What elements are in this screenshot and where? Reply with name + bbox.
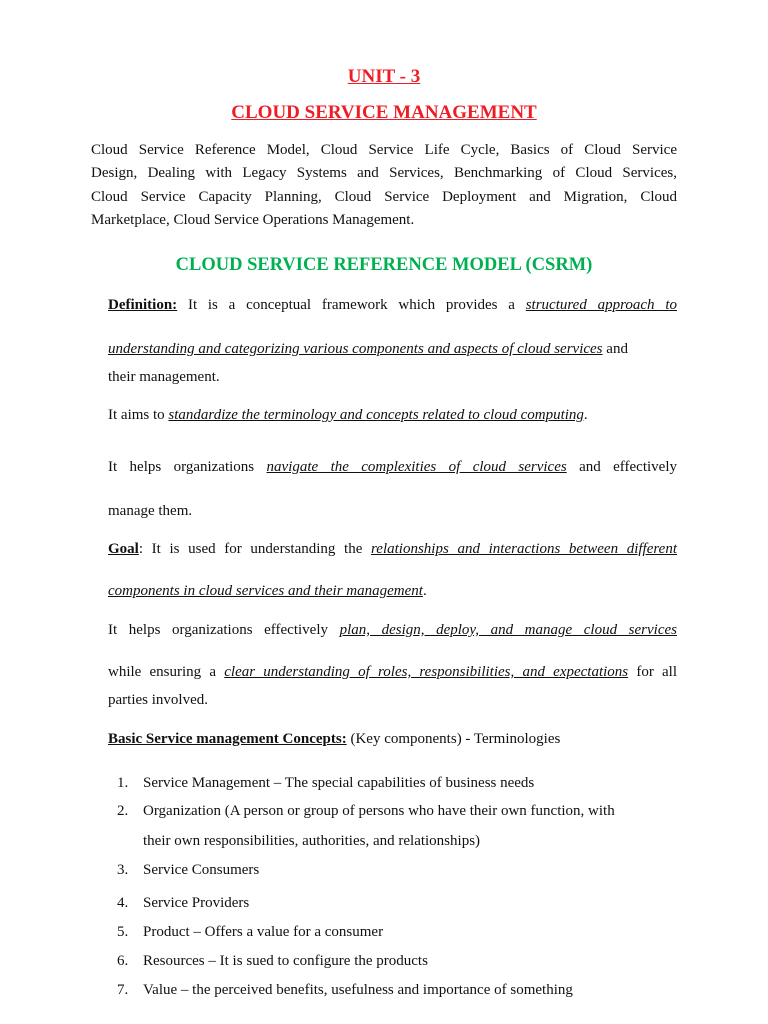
definition-text: their management. [108, 369, 220, 385]
topics-paragraph [91, 139, 677, 232]
unit-heading: UNIT - 3 [347, 66, 421, 87]
helps-line-1 [108, 459, 677, 476]
helps2-text: parties involved. [108, 692, 208, 708]
definition-line-2 [108, 341, 677, 358]
goal-line-1 [108, 541, 677, 558]
goal-line-2 [108, 583, 677, 600]
definition-text: and [602, 341, 628, 357]
helps-text: manage them. [108, 503, 193, 519]
list-text: Service Consumers [143, 862, 260, 878]
list-text: Resources – It is sued to configure the products [143, 953, 428, 969]
list-text: Organization (A person or group of persons who have their own function, with [143, 803, 615, 819]
list-text: Product – Offers a value for a consumer [143, 924, 384, 940]
list-text: Service Management – The special capabilities of business needs [143, 775, 535, 791]
helps-line-2 [108, 503, 677, 520]
aim-text: It aims to [108, 407, 169, 423]
list-number: 3. [117, 862, 129, 878]
goal-text: : It is used for understanding the [138, 541, 372, 557]
list-number: 2. [117, 803, 129, 819]
helps2-line-2 [108, 664, 677, 681]
list-text: Value – the perceived benefits, usefulness and importance of something [143, 982, 573, 998]
helps2-emphasis: clear understanding of roles, responsibilities, and expectations [224, 664, 629, 680]
definition-emphasis: structured approach to [525, 297, 677, 313]
section-heading: CLOUD SERVICE REFERENCE MODEL (CSRM) [175, 255, 593, 275]
goal-text: . [422, 583, 427, 599]
definition-text: It is a conceptual framework which provides a [177, 297, 526, 313]
aim-text: . [583, 407, 588, 423]
aim-line [108, 407, 677, 424]
goal-emphasis: components in cloud services and their management [108, 583, 423, 599]
helps-text: It helps organizations [108, 459, 267, 475]
helps2-text: It helps organizations effectively [108, 622, 340, 638]
goal-label: Goal [108, 541, 139, 557]
helps2-line-1 [108, 622, 677, 639]
helps2-emphasis: plan, design, deploy, and manage cloud services [339, 622, 677, 638]
list-number: 1. [117, 775, 129, 791]
definition-line-3 [108, 369, 677, 386]
list-text: their own responsibilities, authorities, and relationships) [143, 833, 481, 849]
page-title: CLOUD SERVICE MANAGEMENT [231, 102, 537, 123]
goal-emphasis: relationships and interactions between different [371, 541, 677, 557]
helps2-text: for all [628, 664, 678, 680]
topics-line: Marketplace, Cloud Service Operations Management. [91, 211, 415, 228]
topics-line: Cloud Service Capacity Planning, Cloud Service Deployment and Migration, Cloud [91, 188, 677, 205]
helps2-line-3 [108, 692, 677, 709]
list-number: 5. [117, 924, 129, 940]
helps2-text: while ensuring a [108, 664, 225, 680]
list-number: 7. [117, 982, 129, 998]
definition-label: Definition: [108, 297, 178, 313]
concepts-heading [108, 731, 677, 748]
topics-line: Cloud Service Reference Model, Cloud Service Life Cycle, Basics of Cloud Service [91, 142, 677, 158]
definition-emphasis: understanding and categorizing various components and aspects of cloud services [108, 341, 603, 357]
helps-emphasis: navigate the complexities of cloud services [266, 459, 567, 475]
concepts-suffix: (Key components) - Terminologies [346, 731, 561, 747]
helps-text: and effectively [566, 459, 678, 475]
list-number: 4. [117, 895, 129, 911]
list-number: 6. [117, 953, 129, 969]
topics-line: Design, Dealing with Legacy Systems and Services, Benchmarking of Cloud Services, [91, 165, 677, 182]
definition-line-1 [108, 297, 677, 314]
aim-emphasis: standardize the terminology and concepts related to cloud computing [168, 407, 584, 423]
concepts-label: Basic Service management Concepts: [108, 731, 347, 747]
list-text: Service Providers [143, 895, 250, 911]
